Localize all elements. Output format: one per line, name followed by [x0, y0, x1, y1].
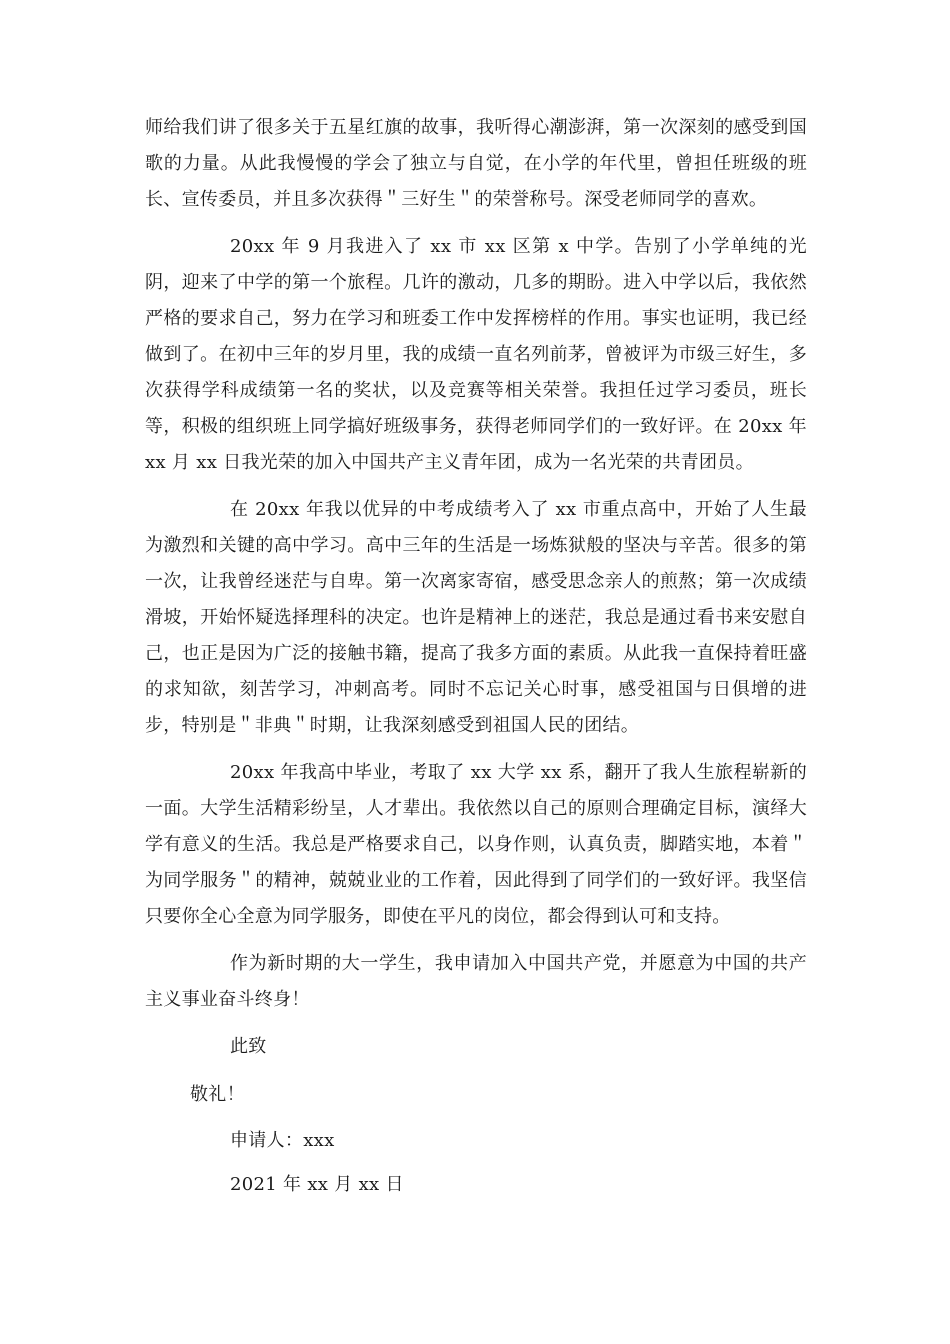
closing-cizhi: 此致 — [230, 1036, 267, 1057]
applicant-signature: 申请人：xxx — [230, 1130, 335, 1151]
paragraph-middle-school: 20xx 年 9 月我进入了 xx 市 xx 区第 x 中学。告别了小学单纯的光阴，迎来了中学的第一个旅程。几许的激动，几多的期盼。进入中学以后，我依然严格的要求自己，努力在学习和班委工作中发挥榜样的作用。事实也证明，我已经做到了。在初中三年的岁月里，我的成绩一直名列前茅，曾被评为市级三好生，多次获得学科成绩第一名的奖状，以及竞赛等相关荣誉。我担任过学习委员，班长等，积极的组织班上同学搞好班级事务，获得老师同学们的一致好评。在 20xx 年 xx 月 xx 日我光荣的加入中国共产主义青年团，成为一名光荣的共青团员。 — [145, 236, 807, 473]
paragraph-university: 20xx 年我高中毕业，考取了 xx 大学 xx 系，翻开了我人生旅程崭新的一面。大学生活精彩纷呈，人才辈出。我依然以自己的原则合理确定目标，演绎大学有意义的生活。我总是严格要求自己，以身作则，认真负责，脚踏实地，本着＂为同学服务＂的精神，兢兢业业的工作着，因此得到了同学们的一致好评。我坚信只要你全心全意为同学服务，即使在平凡的岗位，都会得到认可和支持。 — [145, 762, 807, 927]
paragraph-application: 作为新时期的大一学生，我申请加入中国共产党，并愿意为中国的共产主义事业奋斗终身！ — [145, 953, 807, 1010]
closing-jingli: 敬礼！ — [190, 1084, 245, 1105]
document-page — [145, 110, 807, 1203]
application-date: 2021 年 xx 月 xx 日 — [230, 1174, 404, 1195]
paragraph-primary-school: 师给我们讲了很多关于五星红旗的故事，我听得心潮澎湃，第一次深刻的感受到国歌的力量。从此我慢慢的学会了独立与自觉，在小学的年代里，曾担任班级的班长、宣传委员，并且多次获得＂三好生＂的荣誉称号。深受老师同学的喜欢。 — [145, 117, 807, 210]
paragraph-high-school: 在 20xx 年我以优异的中考成绩考入了 xx 市重点高中，开始了人生最为激烈和关键的高中学习。高中三年的生活是一场炼狱般的坚决与辛苦。很多的第一次，让我曾经迷茫与自卑。第一次离家寄宿，感受思念亲人的煎熬；第一次成绩滑坡，开始怀疑选择理科的决定。也许是精神上的迷茫，我总是通过看书来安慰自己，也正是因为广泛的接触书籍，提高了我多方面的素质。从此我一直保持着旺盛的求知欲，刻苦学习，冲刺高考。同时不忘记关心时事，感受祖国与日俱增的进步，特别是＂非典＂时期，让我深刻感受到祖国人民的团结。 — [145, 499, 807, 736]
